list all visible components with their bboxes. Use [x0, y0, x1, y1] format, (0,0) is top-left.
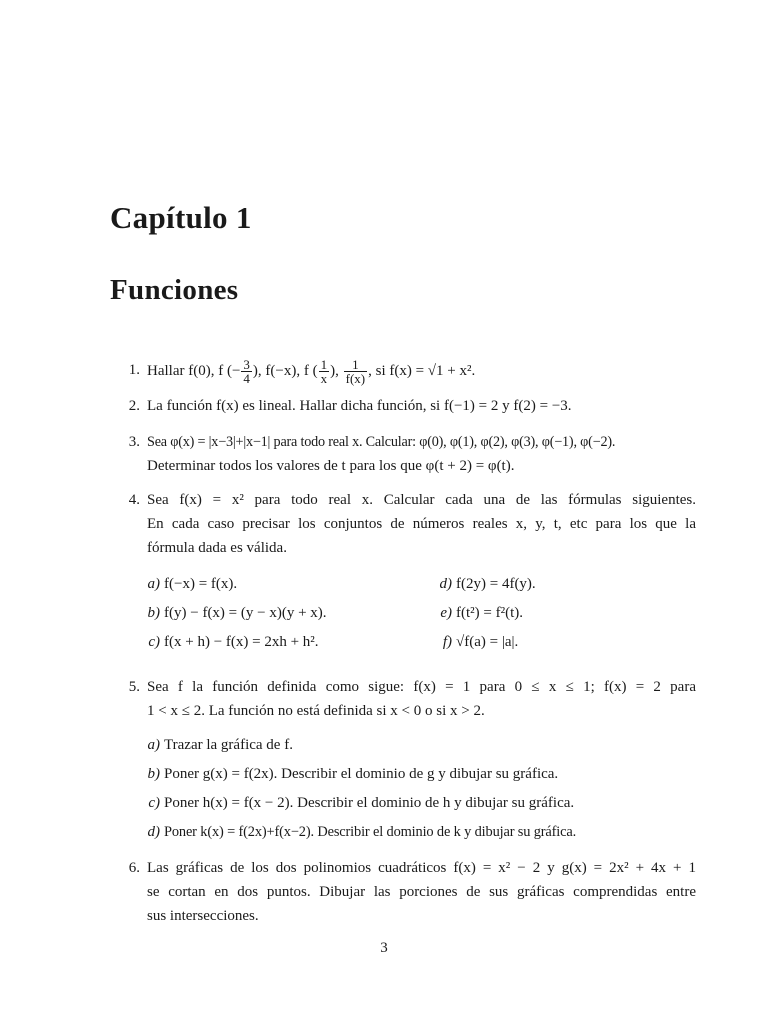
- list-item: [140, 820, 576, 844]
- text-line: Sea f la función definida como sigue: f(x) = 1 para 0 ≤ x ≤ 1; f(x) = 2 para: [147, 679, 696, 695]
- fraction: [319, 358, 330, 385]
- exercise-2: [110, 394, 696, 418]
- list-item: [140, 630, 319, 654]
- text-line: fórmula dada es válida.: [147, 540, 287, 556]
- item-label: a): [147, 737, 160, 753]
- fraction-denominator: f(x): [345, 371, 366, 386]
- text-line: Determinar todos los valores de t para los que φ(t + 2) = φ(t).: [147, 458, 515, 474]
- fraction-numerator: 3: [243, 357, 250, 372]
- item-text: √f(a) = |a|.: [456, 634, 519, 650]
- list-item: [432, 601, 523, 625]
- exercise-text: [147, 358, 696, 385]
- text-line: 1 < x ≤ 2. La función no está definida si x < 0 o si x > 2.: [147, 703, 485, 719]
- fraction-denominator: x: [320, 371, 328, 386]
- section-title: Funciones: [110, 274, 239, 306]
- chapter-title: Capítulo 1: [110, 200, 252, 235]
- page-number: 3: [380, 940, 388, 956]
- text-line: Sea f(x) = x² para todo real x. Calcular cada una de las fórmulas siguientes.: [147, 492, 696, 508]
- text-line: Las gráficas de los dos polinomios cuadráticos f(x) = x² − 2 y g(x) = 2x² + 4x + 1: [147, 860, 696, 876]
- exercise-1-part-b: ), f(−x), f (: [252, 362, 318, 379]
- text-line: Sea φ(x) = |x−3|+|x−1| para todo real x. Calcular: φ(0), φ(1), φ(2), φ(3), φ(−1), φ(−2).: [147, 434, 616, 450]
- exercise-number: 5.: [128, 679, 140, 695]
- item-text: f(t²) = f²(t).: [456, 605, 524, 621]
- text-line: se cortan en dos puntos. Dibujar las porciones de sus gráficas comprendidas entre: [147, 884, 696, 900]
- exercise-text: [147, 394, 696, 418]
- exercise-1-part-c: ),: [330, 362, 339, 379]
- fraction-numerator: 1: [344, 358, 368, 372]
- exercise-1-part-d: , si f(x) = √1 + x².: [368, 362, 476, 379]
- fraction-denominator: 4: [243, 371, 250, 386]
- fraction: [344, 358, 368, 385]
- exercise-text: [147, 430, 696, 478]
- item-label: d): [439, 576, 452, 592]
- item-text: Poner g(x) = f(2x). Describir el dominio de g y dibujar su gráfica.: [164, 766, 559, 782]
- item-label: e): [440, 605, 452, 621]
- exercise-text: [147, 488, 696, 560]
- list-item: [140, 733, 293, 757]
- list-item: [432, 572, 536, 596]
- item-text: Poner h(x) = f(x − 2). Describir el dominio de h y dibujar su gráfica.: [164, 795, 575, 811]
- exercise-4: [110, 488, 696, 560]
- list-item: [432, 630, 518, 654]
- item-text: Poner k(x) = f(2x)+f(x−2). Describir el dominio de k y dibujar su gráfica.: [164, 824, 577, 840]
- exercise-text: [147, 675, 696, 723]
- exercise-number: 4.: [128, 492, 140, 508]
- exercise-5: [110, 675, 696, 723]
- item-label: a): [147, 576, 160, 592]
- item-text: Trazar la gráfica de f.: [164, 737, 293, 753]
- item-label: b): [147, 766, 160, 782]
- exercise-number: 1.: [128, 362, 140, 378]
- item-text: f(−x) = f(x).: [164, 576, 238, 592]
- text-line: En cada caso precisar los conjuntos de números reales x, y, t, etc para los que la: [147, 516, 696, 532]
- fraction: [241, 358, 252, 385]
- item-text: f(2y) = 4f(y).: [456, 576, 536, 592]
- item-label: d): [147, 824, 160, 840]
- exercise-1: [110, 354, 696, 394]
- item-label: f): [442, 634, 452, 650]
- list-item: [140, 572, 237, 596]
- list-item: [140, 601, 327, 625]
- text-line: La función f(x) es lineal. Hallar dicha función, si f(−1) = 2 y f(2) = −3.: [147, 398, 572, 414]
- exercise-number: 3.: [128, 434, 140, 450]
- text-line: sus intersecciones.: [147, 908, 259, 924]
- exercise-6: [110, 856, 696, 928]
- exercise-3: [110, 430, 696, 478]
- list-item: [140, 762, 558, 786]
- item-text: f(y) − f(x) = (y − x)(y + x).: [164, 605, 327, 621]
- exercise-text: [147, 856, 696, 928]
- item-text: f(x + h) − f(x) = 2xh + h².: [164, 634, 319, 650]
- item-label: c): [148, 795, 160, 811]
- item-label: b): [147, 605, 160, 621]
- exercise-1-part-a: Hallar f(0), f (−: [147, 362, 241, 379]
- list-item: [140, 791, 574, 815]
- item-label: c): [148, 634, 160, 650]
- exercise-number: 2.: [128, 398, 140, 414]
- fraction-numerator: 1: [320, 357, 328, 372]
- exercise-number: 6.: [128, 860, 140, 876]
